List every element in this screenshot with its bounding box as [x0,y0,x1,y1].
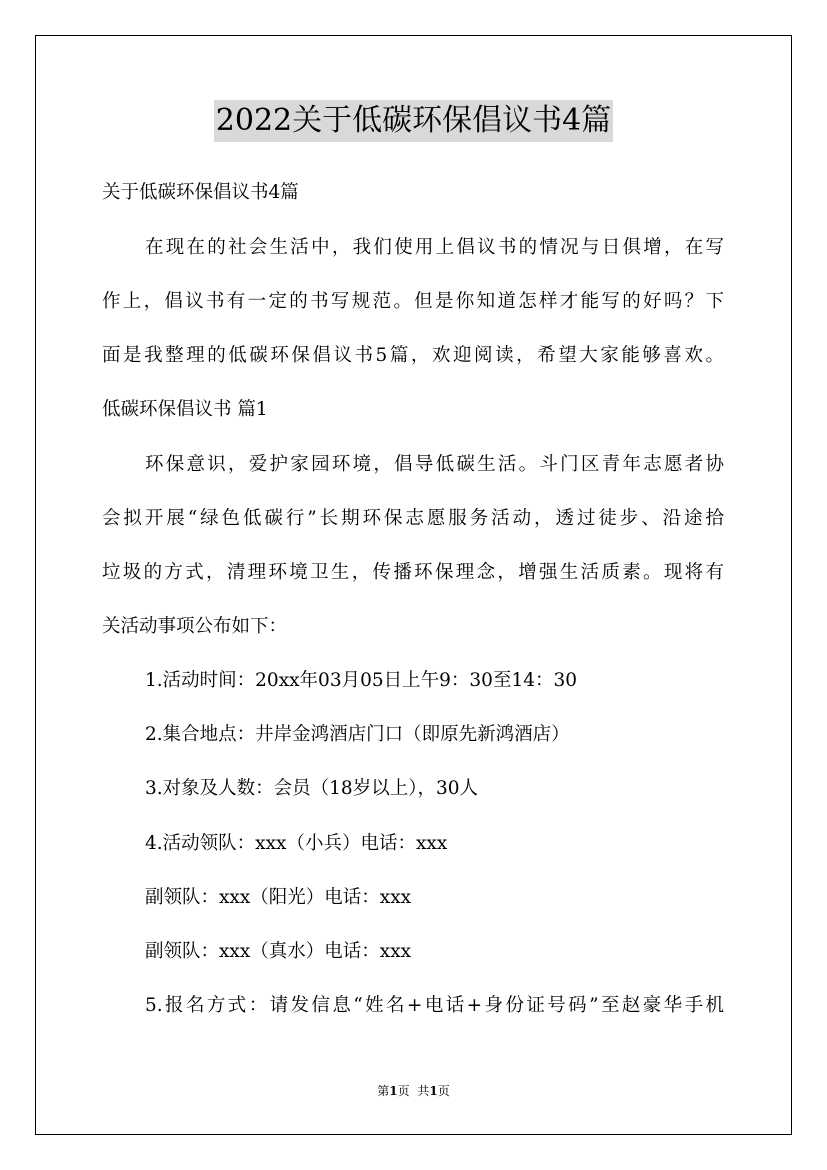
body-line: 关活动事项公布如下： [102,616,288,637]
title-block [0,100,827,142]
footer-total-prefix: 共 [417,1084,430,1098]
body-line: 会拟开展“绿色低碳行”长期环保志愿服务活动，透过徒步、沿途拾 [102,508,724,529]
footer-page-suffix: 页 [397,1084,410,1098]
subtitle-line: 关于低碳环保倡议书4篇 [102,182,299,203]
document-title: 2022关于低碳环保倡议书4篇 [214,100,613,142]
footer-total-suffix: 页 [437,1084,450,1098]
footer-total-number: 1 [429,1084,438,1098]
body-line: 环保意识，爱护家园环境，倡导低碳生活。斗门区青年志愿者协 [145,454,724,475]
list-item: 4.活动领队：xxx（小兵）电话：xxx [145,833,448,854]
body-line: 作上，倡议书有一定的书写规范。但是你知道怎样才能写的好吗？下 [102,291,724,312]
list-item: 副领队：xxx（真水）电话：xxx [145,941,412,962]
page-footer [0,1083,827,1099]
list-item: 副领队：xxx（阳光）电话：xxx [145,887,412,908]
section-heading: 低碳环保倡议书 篇1 [102,399,268,420]
list-item: 2.集合地点：井岸金鸿酒店门口（即原先新鸿酒店） [145,724,570,745]
footer-page-prefix: 第 [377,1084,390,1098]
list-item: 5.报名方式：请发信息“姓名+电话+身份证号码”至赵豪华手机 [145,995,724,1016]
footer-page-number: 1 [389,1084,398,1098]
body-line: 在现在的社会生活中，我们使用上倡议书的情况与日俱增，在写 [145,237,724,258]
list-item: 1.活动时间：20xx年03月05日上午9：30至14：30 [145,670,578,691]
body-line: 垃圾的方式，清理环境卫生，传播环保理念，增强生活质素。现将有 [102,562,724,583]
body-line: 面是我整理的低碳环保倡议书5篇，欢迎阅读，希望大家能够喜欢。 [102,345,724,366]
list-item: 3.对象及人数：会员（18岁以上），30人 [145,778,478,799]
